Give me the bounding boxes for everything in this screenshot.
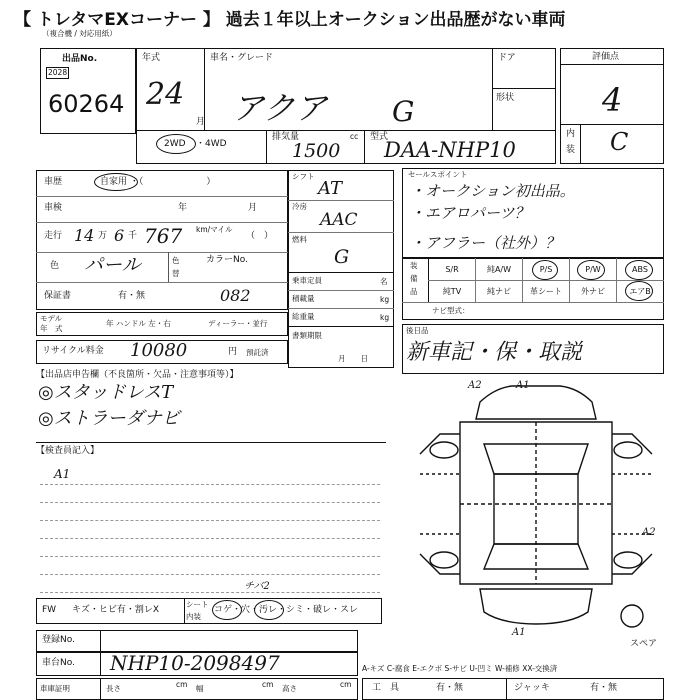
post-notes-label: 後日品	[406, 326, 429, 335]
warranty-label: 保証書	[44, 291, 72, 301]
diagram-a1-top: A1	[516, 380, 530, 391]
weight-unit: kg	[380, 313, 390, 322]
equip-tv: 純TV	[442, 287, 462, 296]
declaration-line2: ◎ストラーダナビ	[38, 408, 180, 429]
inspection-month: 月	[248, 203, 258, 213]
drive-4wd: ・4WD	[196, 139, 227, 149]
displacement-value: 1500	[292, 140, 341, 162]
garage-col3u: cm	[340, 680, 352, 689]
shape-label: 形状	[496, 93, 515, 103]
doors-label: ドア	[498, 53, 516, 63]
legend-text: A-キズ C-腐食 E-エクボ S-サビ U-凹ミ W-補修 XX-交換済	[362, 664, 558, 673]
diagram-a2-right: A2	[642, 527, 656, 538]
sales-points-line3: ・アフラー（社外）？	[410, 234, 561, 252]
sales-points-label: セールスポイント	[408, 170, 468, 179]
recycle-label: リサイクル料金	[42, 346, 104, 356]
model-year-dealer: ディーラー・並行	[208, 319, 268, 328]
color-no-label: カラーNo.	[206, 255, 248, 265]
inspector-label: 【検査員記入】	[36, 446, 100, 456]
lot-number: 60264	[48, 90, 125, 118]
equip-airbag-circle	[625, 281, 653, 301]
equip-ps: P/S	[539, 265, 553, 274]
equip-ext-navi: 外ナビ	[581, 287, 605, 296]
garage-col3: 高さ	[282, 684, 297, 693]
fw-label: FW	[42, 605, 57, 615]
seat-label2: 内装	[186, 612, 201, 621]
shift-label: シフト	[292, 172, 315, 181]
mileage-unit3: km/マイル	[196, 225, 233, 234]
model-grade: G	[392, 95, 415, 128]
color-label: 色	[50, 261, 60, 271]
doc-expiry-label: 書類期限	[292, 331, 322, 340]
tool-label: 工 具	[372, 683, 400, 693]
fw-note: チバ2	[244, 581, 270, 592]
recycle-note: 預託済	[246, 348, 269, 357]
doc-expiry-unit: 月 日	[338, 354, 368, 363]
equip-aw: 純A/W	[486, 265, 512, 274]
tools-box	[362, 678, 664, 700]
model-year-label1: モデル	[40, 314, 63, 323]
equipment-label3: 品	[410, 287, 418, 296]
chassis-label: 車台No.	[42, 658, 75, 668]
year-value: 24	[146, 77, 185, 112]
drive-circle	[156, 134, 196, 154]
declaration-line1: ◎スタッドレスT	[38, 382, 174, 403]
fw-options: キズ・ヒビ有・割レX	[72, 605, 159, 615]
registration-label: 登録No.	[42, 635, 75, 645]
sales-points-line1: ・オークション初出品。	[410, 182, 575, 200]
diagram-a1-bottom: A1	[512, 627, 526, 638]
equip-abs: ABS	[632, 265, 648, 274]
mileage-rest: 767	[144, 224, 183, 248]
subtitle: （複合機 / 対応用紙）	[42, 29, 117, 38]
fuel-label: 燃料	[292, 235, 307, 244]
color-value: パール	[84, 254, 141, 276]
inspection-label: 車検	[44, 203, 63, 213]
sales-points-line2: ・エアロパーツ？	[410, 204, 530, 222]
registration-box	[36, 630, 358, 652]
car-history-circle	[94, 173, 138, 191]
warranty-value: 有・無	[118, 291, 146, 301]
interior-value: C	[610, 128, 629, 156]
post-notes-value: 新車記・保・取説	[406, 340, 583, 365]
lot-stamp: 2028	[48, 68, 68, 77]
equip-airbag: エアB	[629, 287, 651, 296]
equip-pw: P/W	[585, 265, 601, 274]
model-label: 車名・グレード	[210, 53, 274, 63]
aircon-value: AAC	[320, 210, 358, 230]
mileage-unit2: 千	[128, 231, 138, 241]
interior-label1: 内	[566, 129, 576, 139]
car-diagram	[400, 374, 670, 654]
load-label: 積載量	[292, 294, 315, 303]
model-code-value: DAA-NHP10	[384, 138, 516, 162]
interior-label2: 装	[566, 145, 576, 155]
recycle-value: 10080	[130, 340, 188, 361]
mileage-paren: （ ）	[246, 231, 274, 241]
equip-leather: 革シート	[530, 287, 562, 296]
seat-label1: シート	[186, 600, 209, 609]
lot-label: 出品No.	[62, 54, 98, 64]
garage-col2: 幅	[196, 684, 204, 693]
recycle-unit: 円	[228, 347, 238, 357]
equip-ps-circle	[532, 260, 558, 280]
seat-options: コゲ・穴・汚レ・シミ・破レ・スレ	[214, 605, 359, 615]
color-no-value: 082	[220, 286, 251, 305]
mileage-sen: 6	[114, 226, 125, 245]
jack-value: 有・無	[590, 683, 618, 693]
model-year-handle: 年 ハンドル 左・右	[106, 319, 171, 328]
equip-sr: S/R	[445, 265, 459, 274]
navi-label: ナビ型式：	[432, 306, 470, 315]
weight-label: 総重量	[292, 312, 315, 321]
diagram-spare: スペア	[630, 639, 658, 649]
load-unit: kg	[380, 295, 390, 304]
mileage-label: 走行	[44, 231, 63, 241]
equip-abs-circle	[625, 260, 653, 280]
diagram-a2-top: A2	[468, 380, 482, 391]
equip-pw-circle	[577, 260, 605, 280]
declaration-label: 【出品店申告欄（不良箇所・欠品・注意事項等）】	[36, 370, 239, 380]
year-unit: 月	[196, 117, 206, 127]
displacement-label: 排気量	[272, 132, 300, 142]
fuel-value: G	[334, 246, 350, 268]
car-history-value: 自家用 ・（ ）	[100, 177, 216, 187]
color-change-label1: 色	[172, 256, 180, 265]
inspector-note: A1	[54, 467, 71, 481]
aircon-label: 冷房	[292, 202, 307, 211]
seat-circle2	[254, 600, 284, 620]
mileage-unit1: 万	[98, 231, 108, 241]
equipment-label1: 装	[410, 261, 418, 270]
displacement-unit: cc	[350, 132, 359, 141]
model-year-label2: 年 式	[40, 324, 63, 333]
garage-col1u: cm	[176, 680, 188, 689]
year-label: 年式	[142, 53, 161, 63]
header-title: 【 トレタマEXコーナー 】 過去１年以上オークション出品歴がない車両	[0, 0, 700, 34]
capacity-unit: 名	[380, 277, 388, 286]
score-label: 評価点	[592, 52, 620, 62]
garage-col1: 長さ	[106, 684, 121, 693]
mileage-man: 14	[74, 226, 95, 245]
chassis-value: NHP10-2098497	[110, 651, 280, 675]
model-name: アクア	[232, 89, 328, 127]
model-code-label: 型式	[370, 132, 389, 142]
car-history-label: 車歴	[44, 177, 63, 187]
drive-2wd: 2WD	[164, 139, 186, 149]
tool-value: 有・無	[436, 683, 464, 693]
garage-col2u: cm	[262, 680, 274, 689]
equipment-label2: 備	[410, 274, 418, 283]
inspection-year: 年	[178, 203, 188, 213]
jack-label: ジャッキ	[514, 683, 550, 693]
color-change-label2: 替	[172, 269, 180, 278]
garage-label: 車庫証明	[40, 684, 70, 693]
shift-value: AT	[318, 178, 343, 199]
score-value: 4	[602, 81, 623, 119]
capacity-label: 乗車定員	[292, 276, 322, 285]
equip-navi: 純ナビ	[487, 287, 511, 296]
seat-circle1	[212, 600, 242, 620]
